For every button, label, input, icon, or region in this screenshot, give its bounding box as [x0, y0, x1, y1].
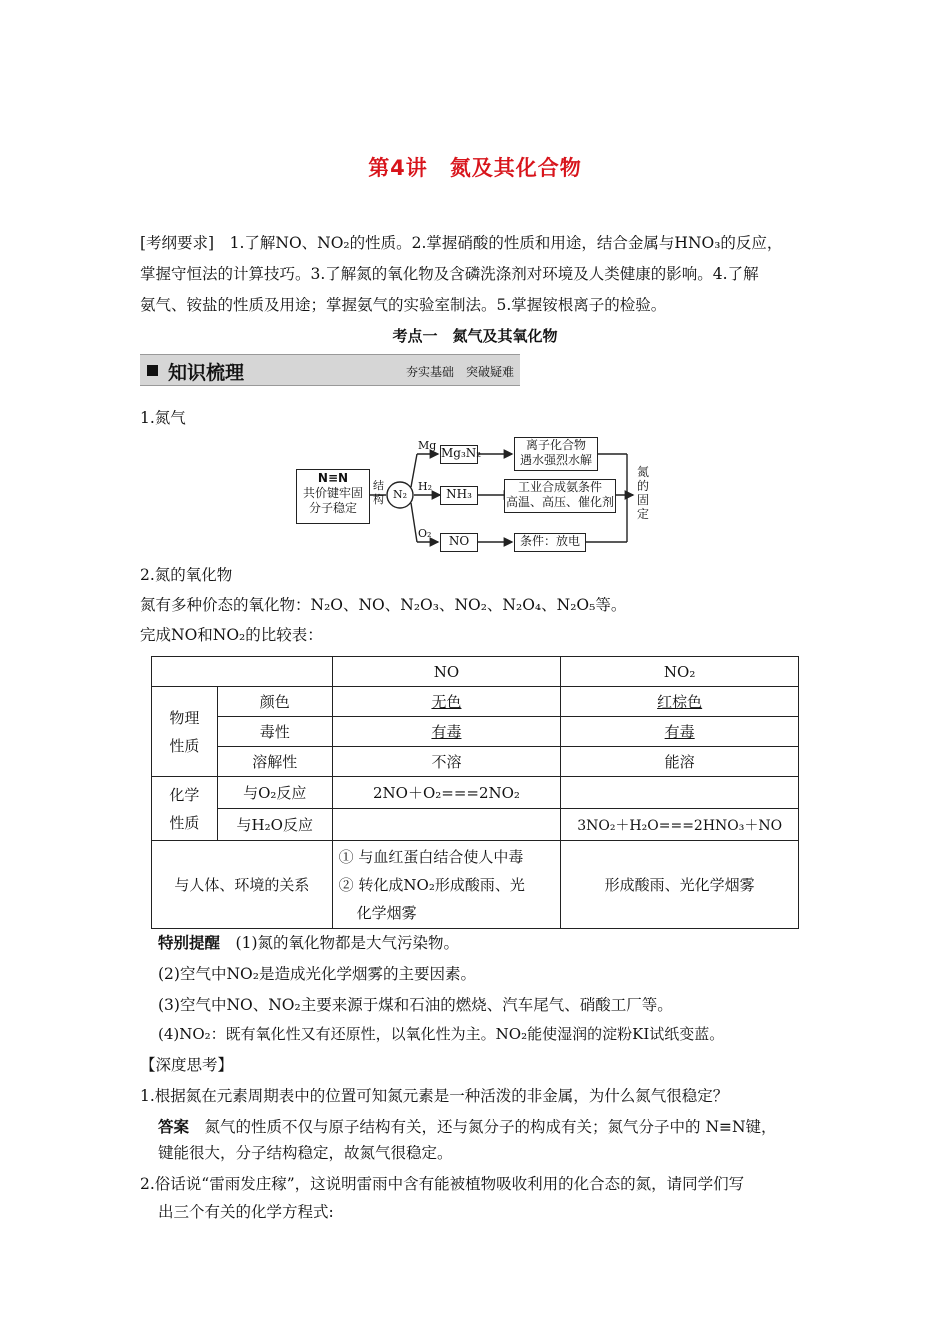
cell-value: 无色: [431, 693, 462, 711]
cell-value: 3NO₂＋H₂O===2HNO₃＋NO: [561, 809, 799, 841]
result-line: 遇水强烈水解: [519, 453, 592, 467]
result-line: 工业合成氨条件: [517, 480, 602, 494]
cell-value: 红棕色: [657, 693, 703, 711]
row-label: 与人体、环境的关系: [152, 841, 333, 929]
table-intro: 完成NO和NO₂的比较表：: [140, 626, 323, 644]
row-label: 颜色: [217, 687, 332, 717]
header-no: NO: [332, 657, 561, 687]
nitrogen-fixation-label: [637, 465, 649, 521]
cell-value: 形成酸雨、光化学烟雾: [561, 841, 799, 929]
deep-thinking-header: 【深度思考】: [140, 1056, 234, 1074]
cell-value: [332, 809, 561, 841]
bond-note: 共价键牢固: [302, 486, 363, 500]
n2-structure-box: [296, 469, 370, 524]
heading-nitrogen: 1.氮气: [140, 409, 186, 427]
tip-2: (2)空气中NO₂是造成光化学烟雾的主要因素。: [158, 965, 476, 983]
mg-label: Mg: [418, 439, 437, 452]
heading-oxides: 2.氮的氧化物: [140, 566, 233, 584]
fixation-char: 的: [637, 479, 650, 493]
ionic-compound-box: [514, 437, 598, 471]
o2-label: O₂: [418, 527, 432, 540]
chemical-properties-label: 化学 性质: [152, 777, 218, 841]
row-label: 溶解性: [217, 747, 332, 777]
bar-subtitle: 夯实基础 突破疑难: [405, 365, 514, 379]
table-row: [152, 717, 799, 747]
cell-value: 有毒: [431, 723, 462, 741]
triple-bond-label: N≡N: [317, 471, 349, 485]
answer-text: 氮气的性质不仅与原子结构有关，还与氮分子的构成有关；氮气分子中的 N≡N键，: [189, 1118, 777, 1136]
knowledge-bar: [140, 354, 520, 386]
result-line: 离子化合物: [525, 438, 586, 452]
tip-4: (4)NO₂：既有氧化性又有还原性，以氧化性为主。NO₂能使湿润的淀粉KI试纸变蓝。: [158, 1025, 725, 1043]
question-2-cont: 出三个有关的化学方程式:: [158, 1203, 334, 1221]
square-icon: [147, 365, 158, 376]
tip-label: 特别提醒: [158, 934, 221, 952]
header-no2: NO₂: [561, 657, 799, 687]
comparison-table: [151, 656, 799, 929]
answer-1-cont: 键能很大，分子结构稳定，故氮气很稳定。: [158, 1144, 453, 1162]
row-label: 与O₂反应: [217, 777, 332, 809]
env-line: 化学烟雾: [356, 903, 417, 922]
outline-requirements: [140, 228, 830, 321]
h2-label: H₂: [418, 480, 433, 493]
table-row: [152, 687, 799, 717]
oxides-line: 氮有多种价态的氧化物：N₂O、NO、N₂O₃、NO₂、N₂O₄、N₂O₅等。: [140, 596, 627, 614]
table-row: [152, 747, 799, 777]
section-title: 考点一 氮气及其氧化物: [392, 327, 558, 345]
outline-line: 掌握守恒法的计算技巧。3.了解氮的氧化物及含磷洗涤剂对环境及人类健康的影响。4.了解: [140, 265, 759, 283]
discharge-box: 条件：放电: [514, 533, 586, 552]
cell-value: [332, 841, 561, 929]
mg3n2-box: Mg₃N₂: [440, 445, 478, 464]
fixation-char: 固: [637, 493, 650, 507]
env-line: ① 与血红蛋白结合使人中毒: [338, 847, 524, 866]
result-line: 高温、高压、催化剂: [505, 495, 614, 509]
row-label: 与H₂O反应: [217, 809, 332, 841]
tip-3: (3)空气中NO、NO₂主要来源于煤和石油的燃烧、汽车尾气、硝酸工厂等。: [158, 996, 673, 1014]
bar-title: 知识梳理: [168, 362, 245, 384]
cell-value: 有毒: [664, 723, 695, 741]
cell-value: 不溶: [332, 747, 561, 777]
answer-1: [158, 1115, 838, 1137]
structure-char: 结: [373, 479, 384, 492]
page-title: 第4讲 氮及其化合物: [368, 156, 582, 180]
row-label: 毒性: [217, 717, 332, 747]
header-empty: [152, 657, 333, 687]
question-2: 2.俗话说“雷雨发庄稼”，这说明雷雨中含有能被植物吸收利用的化合态的氮，请同学们写: [140, 1175, 745, 1193]
table-row: [152, 809, 799, 841]
answer-label: 答案: [158, 1118, 190, 1136]
cell-value: [561, 777, 799, 809]
no-box: NO: [440, 533, 478, 552]
ammonia-synthesis-box: [504, 479, 616, 513]
structure-label: [373, 479, 384, 507]
table-row: [152, 777, 799, 809]
fixation-char: 氮: [637, 465, 650, 479]
table-row: [152, 657, 799, 687]
tip-1: [158, 931, 459, 953]
env-line: ② 转化成NO₂形成酸雨、光: [338, 875, 525, 894]
cell-value: 能溶: [561, 747, 799, 777]
nh3-box: NH₃: [440, 486, 478, 505]
question-1: 1.根据氮在元素周期表中的位置可知氮元素是一种活泼的非金属，为什么氮气很稳定？: [140, 1087, 729, 1105]
structure-char: 构: [373, 493, 384, 506]
n2-node: N₂: [392, 488, 408, 501]
cell-value: 2NO＋O₂===2NO₂: [332, 777, 561, 809]
nitrogen-diagram: [290, 435, 670, 555]
outline-line: 氨气、铵盐的性质及用途；掌握氨气的实验室制法。5.掌握铵根离子的检验。: [140, 296, 667, 314]
table-row: [152, 841, 799, 929]
fixation-char: 定: [637, 507, 650, 521]
outline-line: [考纲要求] 1.了解NO、NO₂的性质。2.掌握硝酸的性质和用途，结合金属与HNO₃的反应，: [140, 234, 783, 252]
physical-properties-label: 物理 性质: [152, 687, 218, 777]
stability-note: 分子稳定: [308, 501, 357, 515]
tip-text: (1)氮的氧化物都是大气污染物。: [235, 934, 459, 952]
